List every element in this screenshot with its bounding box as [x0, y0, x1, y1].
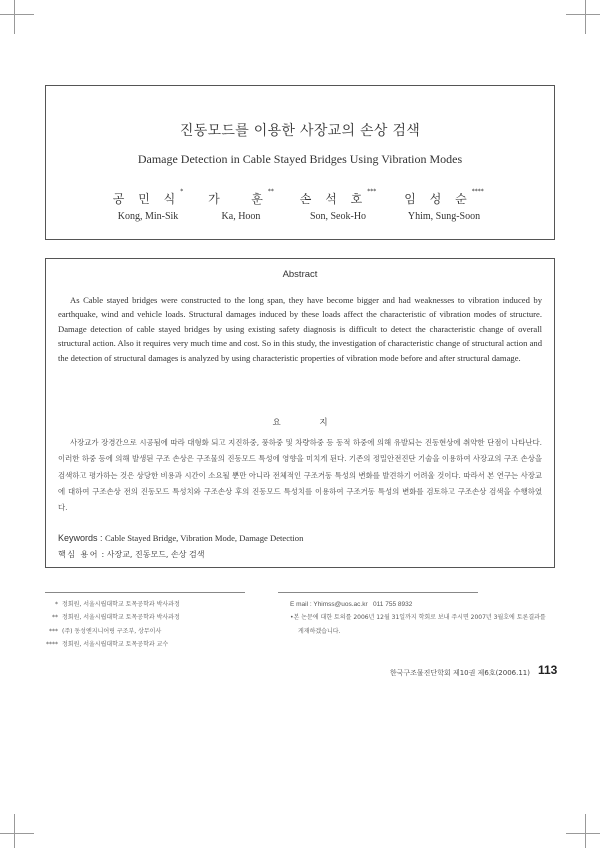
author-name-english: Yhim, Sung-Soon: [407, 211, 481, 222]
author-3: [278, 190, 398, 222]
journal-footer: 한국구조물진단학회 제10권 제6호(2006.11): [389, 669, 530, 677]
keywords-korean-label: 핵심 용어: [58, 550, 99, 559]
title-block: [45, 85, 555, 240]
title-english: Damage Detection in Cable Stayed Bridges Using Vibration Modes: [137, 152, 463, 166]
footnote-text: (주) 동성엔지니어링 구조부, 상무이사: [62, 627, 162, 635]
author-name-korean: 공 민 식: [112, 192, 181, 206]
corresponding-email: E mail : Yhimss@uos.ac.kr 011 755 8932: [290, 601, 413, 608]
crop-mark: [566, 14, 600, 15]
title-korean: 진동모드를 이용한 사장교의 손상 검색: [179, 123, 421, 139]
abstract-block: [45, 258, 555, 568]
author-mark: ***: [367, 188, 377, 195]
yoji-text: 사장교가 장경간으로 시공됨에 따라 대형화 되고 지진하중, 풍하중 및 차량하중 등 동적 하중에 의해 유발되는 진동현상에 취약한 단점이 나타난다. 이러한 하중 등에 의해 발생된 구조 손상은 구조물의 진동모드 특성에 영향을 미치게 된다. 기존의 정밀안전진단 기술을 이용하여 사장교의 구조 손상을 검색하고 평가하는 것은 상당한 비용과 시간이 소요될 뿐만 아니라 전체적인 구조거동 특성의 변화를 발견하기 어려울 것이다. 따라서 본 연구는 사장교에 대하여 구조손상 전의 진동모드 특성치와 구조손상 후의 진동모드 특성치를 이용하여 구조거동 특성의 변화를 검토하고 구조손상 검색을 수행하였다.: [58, 438, 542, 513]
crop-mark: [14, 0, 15, 34]
keywords-value: Cable Stayed Bridge, Vibration Mode, Damage Detection: [105, 533, 304, 543]
abstract-text: As Cable stayed bridges were constructed to the long span, they have become bigger and had weaknesses to vibration induced by earthquake, wind and vehicle loads. Structural damages induced by these loads affect the characteristic of vibration modes of structure. Damage detection of cable stayed bridges by using existing safety diagnosis is difficult to detect the characteristic change of overall structural action. Also it requires very much time and cost. So in this study, the investigation of characteristic change of structural action and the detection of structural damages is analyzed by using characteristic properties of vibration mode before and after structural damage.: [58, 295, 542, 363]
crop-mark: [585, 814, 586, 848]
crop-mark: [0, 833, 34, 834]
footnote-rule: [45, 592, 245, 593]
footnote-text: 정회원, 서울시립대학교 토목공학과 교수: [62, 640, 169, 648]
author-mark: *: [180, 188, 184, 195]
keywords-korean-line: 핵심 용어 : 사장교, 진동모드, 손상 검색: [58, 550, 205, 559]
footnote-mark: **: [52, 614, 58, 622]
author-4: [384, 190, 504, 222]
footnote-mark: *: [55, 601, 58, 608]
author-name-english: Son, Seok-Ho: [309, 211, 367, 222]
keywords-line: Keywords : Cable Stayed Bridge, Vibration Mode, Damage Detection: [58, 533, 304, 543]
author-name-korean: 임 성 순: [404, 192, 472, 206]
footnote-mark: ****: [46, 640, 58, 648]
discussion-note: •본 논문에 대한 토의를 2006년 12월 31일까지 학회로 보내 주시면 2007년 3월호에 토론결과를 게재하겠습니다.: [290, 614, 546, 635]
footnote-rule: [278, 592, 478, 593]
keywords-label: Keywords: [58, 533, 98, 543]
crop-mark: [0, 14, 34, 15]
keywords-korean-value: 사장교, 진동모드, 손상 검색: [106, 550, 205, 559]
footnote-text: 정회원, 서울시립대학교 토목공학과 박사과정: [62, 614, 180, 622]
author-name-english: Ka, Hoon: [221, 211, 261, 222]
author-affiliations: [28, 598, 268, 651]
footnote-text: 정회원, 서울시립대학교 토목공학과 박사과정: [62, 601, 180, 608]
abstract-heading: Abstract: [282, 269, 318, 280]
footnote-mark: ***: [49, 627, 58, 635]
author-name-english: Kong, Min-Sik: [117, 211, 179, 222]
crop-mark: [14, 814, 15, 848]
crop-mark: [585, 0, 586, 34]
author-mark: ****: [471, 188, 484, 195]
author-name-korean: 가 훈: [208, 192, 268, 206]
page-number: 113: [538, 663, 558, 677]
author-name-korean: 손 석 호: [299, 192, 368, 206]
contact-notes: [290, 598, 550, 638]
author-mark: **: [267, 188, 274, 195]
crop-mark: [566, 833, 600, 834]
yoji-heading: 요 지: [272, 418, 346, 428]
